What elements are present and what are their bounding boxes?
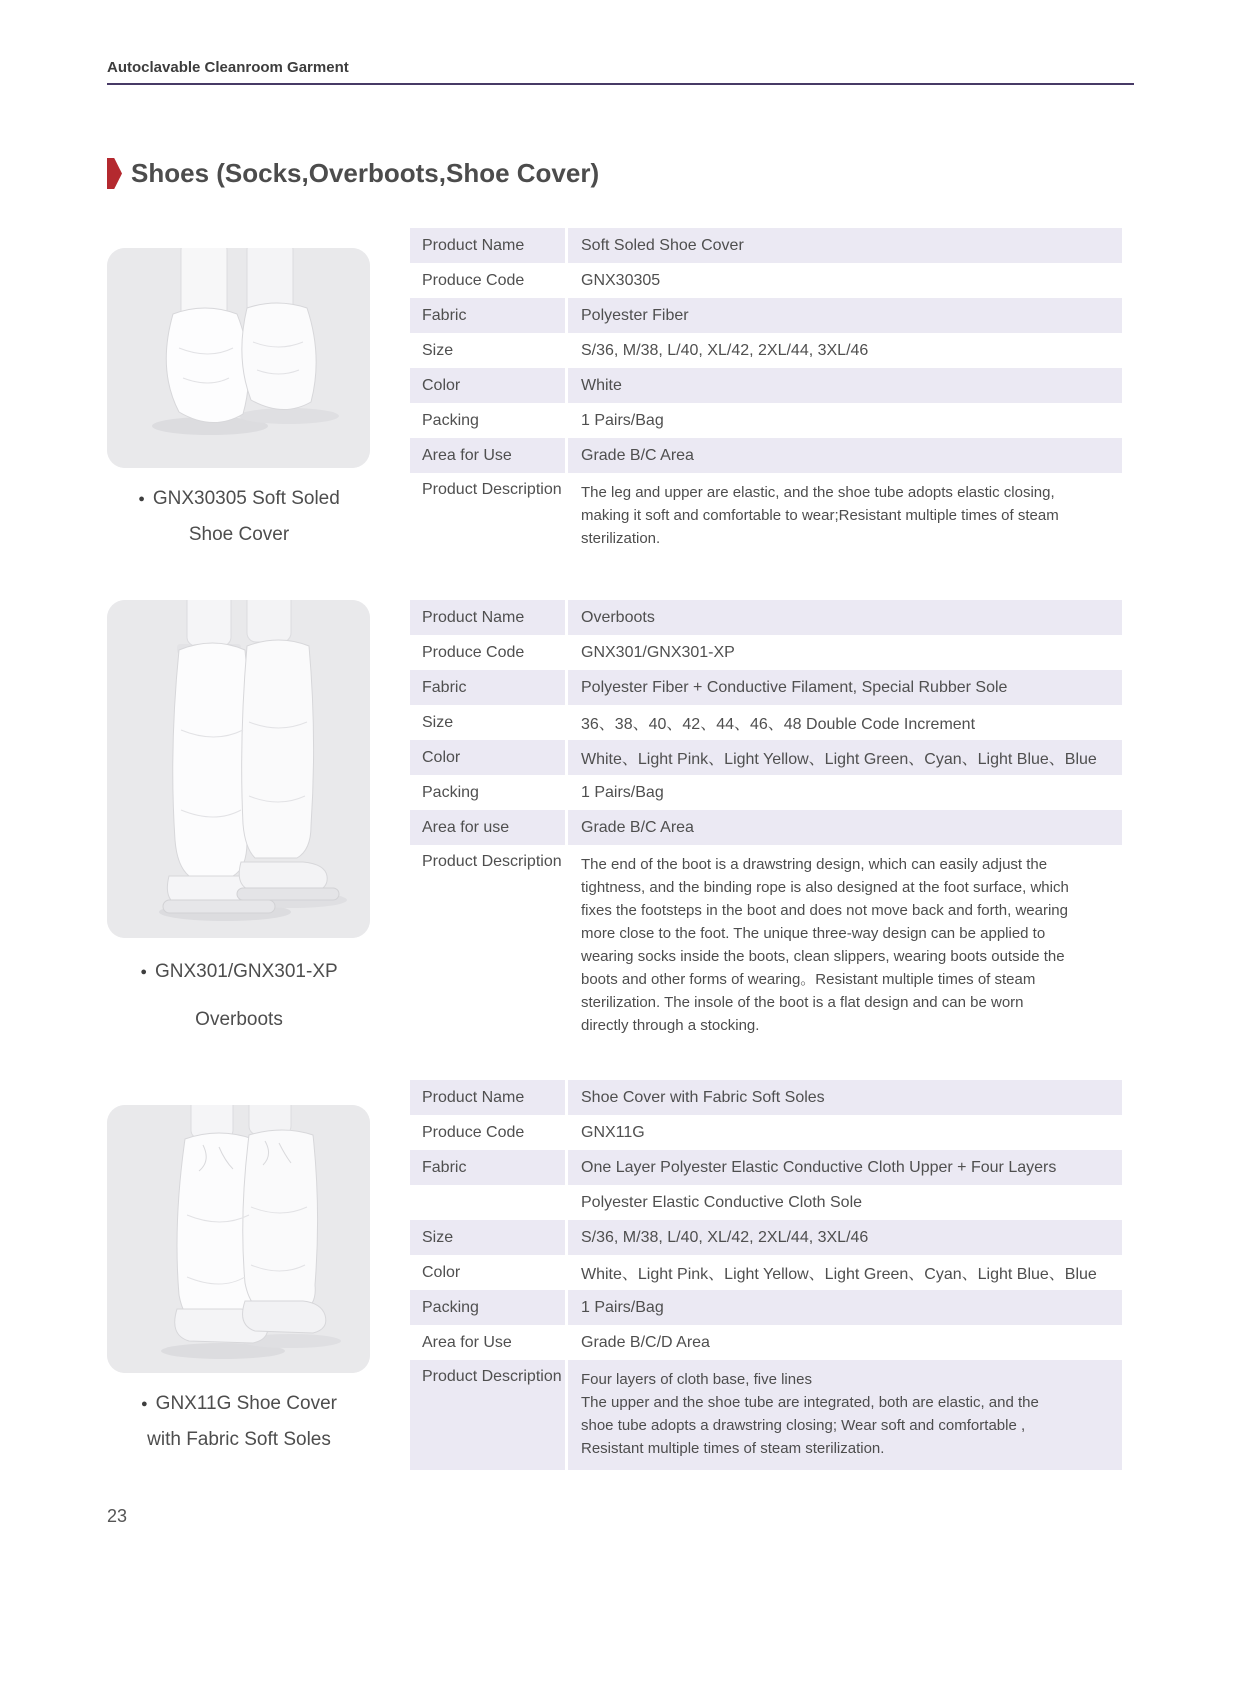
row-value: GNX30305 — [581, 271, 661, 289]
overboots-illustration — [107, 600, 370, 938]
row-label: Color — [410, 368, 568, 403]
row-value: White、Light Pink、Light Yellow、Light Green、Cyan、Light Blue、Blue — [581, 751, 1097, 768]
table-row — [410, 1325, 1122, 1360]
product-photo-overboots — [107, 600, 370, 938]
table-row — [410, 1080, 1122, 1115]
table-row — [410, 438, 1122, 473]
row-value: Grade B/C Area — [581, 446, 694, 464]
row-label: Produce Code — [410, 635, 568, 670]
table-row — [410, 298, 1122, 333]
caption-text: Shoe Cover — [188, 524, 290, 545]
shoe-cover-illustration — [107, 248, 370, 468]
row-value: One Layer Polyester Elastic Conductive Cloth Upper + Four Layers — [581, 1158, 1057, 1176]
caption-line — [100, 1386, 378, 1422]
table-row — [410, 705, 1122, 740]
bullet-icon: ● — [140, 966, 147, 978]
spec-table-soft-soled-shoe-cover — [410, 228, 1122, 560]
row-label: Produce Code — [410, 263, 568, 298]
product-caption — [100, 948, 378, 1043]
row-label: Product Description — [410, 473, 568, 560]
row-label: Size — [410, 705, 568, 740]
table-row-description — [410, 1360, 1122, 1470]
fabric-shoe-cover-illustration — [107, 1105, 370, 1373]
row-label: Fabric — [410, 670, 568, 705]
row-label: Product Name — [410, 1080, 568, 1115]
row-value: Soft Soled Shoe Cover — [581, 236, 744, 254]
caption-text: GNX30305 Soft Soled — [152, 488, 340, 509]
row-label: Product Name — [410, 600, 568, 635]
row-value: 36、38、40、42、44、46、48 Double Code Increment — [581, 716, 976, 733]
row-value: 1 Pairs/Bag — [581, 411, 664, 429]
section-title: Shoes (Socks,Overboots,Shoe Cover) — [131, 158, 600, 188]
row-value: White — [581, 376, 622, 394]
row-value — [568, 845, 1122, 1047]
row-value: Grade B/C Area — [581, 818, 694, 836]
row-label: Produce Code — [410, 1115, 568, 1150]
product-photo-soft-soled-shoe-cover — [107, 248, 370, 468]
table-row — [410, 1220, 1122, 1255]
caption-text: GNX301/GNX301-XP — [154, 961, 338, 982]
product-photo-fabric-soft-sole-shoe-cover — [107, 1105, 370, 1373]
section-title-row — [107, 158, 599, 189]
row-value: S/36, M/38, L/40, XL/42, 2XL/44, 3XL/46 — [581, 341, 869, 359]
row-value — [568, 473, 1122, 560]
table-row — [410, 403, 1122, 438]
description-text: Four layers of cloth base, five lines — [581, 1371, 812, 1388]
row-label: Fabric — [410, 298, 568, 333]
bullet-icon: ● — [141, 1398, 148, 1410]
table-row — [410, 635, 1122, 670]
table-row — [410, 333, 1122, 368]
row-value: Polyester Elastic Conductive Cloth Sole — [581, 1193, 863, 1211]
table-row — [410, 1150, 1122, 1185]
row-label: Size — [410, 1220, 568, 1255]
row-label: Product Name — [410, 228, 568, 263]
caption-text: GNX11G Shoe Cover — [155, 1393, 337, 1414]
row-label: Area for Use — [410, 438, 568, 473]
spec-table-overboots — [410, 600, 1122, 1047]
row-value — [568, 1360, 1122, 1470]
table-row-description — [410, 473, 1122, 560]
row-label: Fabric — [410, 1150, 568, 1185]
row-label: Product Description — [410, 845, 568, 1047]
row-value: 1 Pairs/Bag — [581, 783, 664, 801]
row-label: Color — [410, 740, 568, 775]
table-row — [410, 1255, 1122, 1290]
table-row — [410, 740, 1122, 775]
caption-line — [100, 948, 378, 996]
row-label: Color — [410, 1255, 568, 1290]
table-row — [410, 810, 1122, 845]
row-label: Area for use — [410, 810, 568, 845]
row-label: Packing — [410, 775, 568, 810]
table-row — [410, 775, 1122, 810]
bullet-icon: ● — [138, 493, 145, 505]
caption-text: Overboots — [195, 1009, 283, 1030]
row-label — [410, 1185, 568, 1220]
table-row — [410, 1290, 1122, 1325]
row-value: Overboots — [581, 608, 655, 626]
table-row — [410, 600, 1122, 635]
row-label: Product Description — [410, 1360, 568, 1470]
caption-line — [100, 481, 378, 517]
description-text: The upper and the shoe tube are integrated, both are elastic, and the shoe tube adopts a drawstring closing; Wear soft and comfortable , Resistant multiple times of steam sterilization. — [581, 1394, 1039, 1457]
table-row — [410, 670, 1122, 705]
table-row-continuation — [410, 1185, 1122, 1220]
section-marker-icon — [107, 158, 122, 189]
row-value: Grade B/C/D Area — [581, 1333, 710, 1351]
caption-text: with Fabric Soft Soles — [147, 1429, 331, 1450]
header-rule — [107, 83, 1134, 85]
row-value: GNX11G — [581, 1123, 645, 1141]
row-value: Polyester Fiber + Conductive Filament, Special Rubber Sole — [581, 678, 1008, 696]
row-value: Shoe Cover with Fabric Soft Soles — [581, 1088, 825, 1106]
table-row — [410, 1115, 1122, 1150]
page-number: 23 — [107, 1506, 128, 1526]
description-text: The leg and upper are elastic, and the shoe tube adopts elastic closing, making it soft and comfortable to wear;Resistant multiple times of steam sterilization. — [581, 484, 1059, 547]
row-label: Packing — [410, 1290, 568, 1325]
row-value: S/36, M/38, L/40, XL/42, 2XL/44, 3XL/46 — [581, 1228, 869, 1246]
row-value: 1 Pairs/Bag — [581, 1298, 664, 1316]
description-text: The end of the boot is a drawstring design, which can easily adjust the tightness, and the binding rope is also designed at the foot surface, which fixes the footsteps in the boot and does not move back and forth, wearing more close to the foot. The unique three-way design can be applied to wearing socks inside the boots, clean slippers, wearing boots outside the boots and other forms of wearing。Resistant multiple times of steam sterilization. The insole of the boot is a flat design and can be worn directly through a stocking. — [581, 856, 1069, 1034]
table-row-description — [410, 845, 1122, 1047]
product-caption — [100, 1386, 378, 1458]
table-row — [410, 368, 1122, 403]
row-label: Area for Use — [410, 1325, 568, 1360]
spec-table-fabric-soft-sole-shoe-cover — [410, 1080, 1122, 1470]
row-label: Packing — [410, 403, 568, 438]
table-row — [410, 263, 1122, 298]
row-value: White、Light Pink、Light Yellow、Light Green、Cyan、Light Blue、Blue — [581, 1266, 1097, 1283]
document-header: Autoclavable Cleanroom Garment — [107, 59, 349, 76]
row-label: Size — [410, 333, 568, 368]
row-value: GNX301/GNX301-XP — [581, 643, 735, 661]
row-value: Polyester Fiber — [581, 306, 689, 324]
product-caption — [100, 481, 378, 553]
table-row — [410, 228, 1122, 263]
